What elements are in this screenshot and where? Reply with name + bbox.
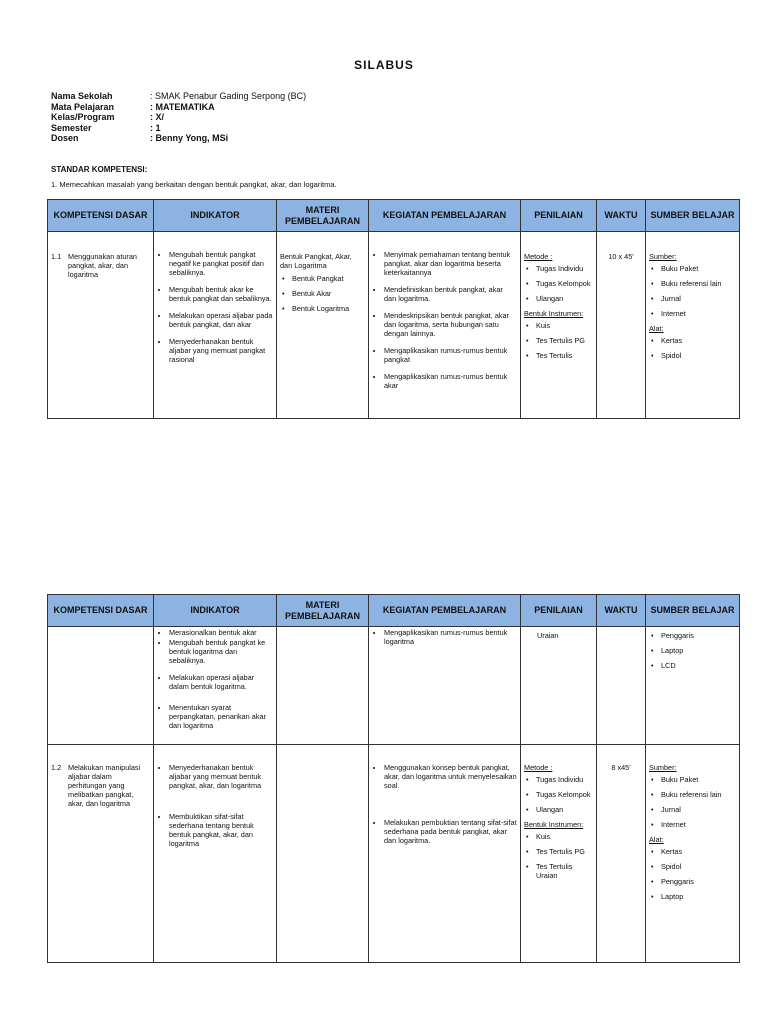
metode-label: Metode :	[524, 763, 553, 772]
kd-cell	[48, 627, 154, 745]
instrumen-list	[524, 321, 593, 360]
kegiatan-cell	[369, 232, 521, 419]
list-item: • Melakukan pembuktian tentang sifat-sifat sederhana pada bentuk pangkat, akar dan logaritma.	[384, 818, 517, 845]
header-waktu: WAKTU	[597, 595, 646, 627]
list-item: • Ulangan	[524, 805, 593, 814]
list-item: • LCD	[649, 661, 736, 670]
kd-text: Melakukan manipulasi aljabar dalam perhitungan yang melibatkan pangkat, akar, dan logaritma	[68, 763, 141, 808]
sumber-label: Sumber:	[649, 763, 677, 772]
list-item: • Kertas	[649, 847, 736, 856]
header-sumber: SUMBER BELAJAR	[646, 595, 740, 627]
sumber-list	[649, 631, 736, 670]
header-indikator: INDIKATOR	[154, 595, 277, 627]
info-label: Dosen	[51, 133, 79, 143]
list-item: • Mengubah bentuk akar ke bentuk pangkat dan sebaliknya.	[169, 285, 273, 303]
header-indikator: INDIKATOR	[154, 200, 277, 232]
metode-list	[524, 775, 593, 814]
waktu-value: 10 x 45'	[608, 252, 634, 261]
materi-cell	[277, 627, 369, 745]
list-item: • Buku Paket	[649, 775, 736, 784]
instrumen-list	[524, 832, 593, 880]
header-materi: MATERI PEMBELAJARAN	[277, 200, 369, 232]
list-item: • Spidol	[649, 862, 736, 871]
alat-label: Alat:	[649, 324, 664, 333]
header-penilaian: PENILAIAN	[521, 595, 597, 627]
sumber-cell	[646, 627, 740, 745]
document-title: SILABUS	[354, 58, 414, 72]
list-item: • Penggaris	[649, 877, 736, 886]
table-header-row	[48, 595, 740, 627]
sumber-label: Sumber:	[649, 252, 677, 261]
header-kd: KOMPETENSI DASAR	[48, 595, 154, 627]
info-value: : X/	[150, 112, 165, 122]
alat-list	[649, 847, 736, 901]
list-item: • Kuis	[524, 832, 593, 841]
list-item: • Bentuk Pangkat	[280, 274, 365, 283]
info-label: Kelas/Program	[51, 112, 115, 122]
school-info	[51, 91, 306, 144]
header-materi: MATERI PEMBELAJARAN	[277, 595, 369, 627]
list-item: • Membuktikan sifat-sifat sederhana tentang bentuk bentuk pangkat, akar, dan logaritma	[169, 812, 273, 848]
materi-list	[280, 274, 365, 313]
indikator-list	[157, 628, 273, 730]
indikator-list	[157, 250, 273, 364]
materi-cell	[277, 745, 369, 963]
kegiatan-cell	[369, 745, 521, 963]
list-item: • Tes Tertulis PG	[524, 336, 593, 345]
list-item: • Jurnal	[649, 805, 736, 814]
list-item: • Tugas Kelompok	[524, 279, 593, 288]
sumber-list	[649, 264, 736, 318]
info-label: Nama Sekolah	[51, 91, 113, 101]
table-header-row	[48, 200, 740, 232]
kd-cell	[48, 745, 154, 963]
kegiatan-cell	[369, 627, 521, 745]
kd-number: 1.2	[51, 763, 62, 772]
list-item: • Mengaplikasikan rumus-rumus bentuk logaritma	[384, 628, 517, 646]
list-item: • Buku referensi lain	[649, 279, 736, 288]
bentuk-label: Bentuk Instrumen:	[524, 820, 584, 829]
list-item: • Buku referensi lain	[649, 790, 736, 799]
materi-title: Bentuk Pangkat, Akar, dan Logaritma	[280, 252, 352, 270]
info-row-semester	[51, 123, 306, 134]
indikator-list	[157, 763, 273, 848]
list-item: • Kuis	[524, 321, 593, 330]
table-row	[48, 627, 740, 745]
info-row-lecturer	[51, 133, 306, 144]
table-row	[48, 745, 740, 963]
info-row-subject	[51, 102, 306, 113]
list-item: • Mengubah bentuk pangkat ke bentuk logaritma dan sebaliknya.	[169, 638, 273, 665]
header-sumber: SUMBER BELAJAR	[646, 200, 740, 232]
list-item: • Mendefinisikan bentuk pangkat, akar dan logaritma.	[384, 285, 517, 303]
kd-cell	[48, 232, 154, 419]
penilaian-cell	[521, 232, 597, 419]
kd-number: 1.1	[51, 252, 62, 261]
list-item: • Tes Tertulis Uraian	[524, 862, 593, 880]
list-item: • Menyederhanakan bentuk aljabar yang memuat bentuk pangkat, akar, dan logaritma	[169, 763, 273, 790]
syllabus-table-1	[47, 199, 740, 419]
penilaian-cell	[521, 627, 597, 745]
list-item: • Laptop	[649, 892, 736, 901]
waktu-cell	[597, 745, 646, 963]
list-item: • Tes Tertulis PG	[524, 847, 593, 856]
list-item: • Internet	[649, 309, 736, 318]
list-item: • Bentuk Akar	[280, 289, 365, 298]
list-item: • Spidol	[649, 351, 736, 360]
list-item: • Mengaplikasikan rumus-rumus bentuk pangkat	[384, 346, 517, 364]
info-value: : 1	[150, 122, 161, 133]
list-item: • Bentuk Logaritma	[280, 304, 365, 313]
kegiatan-list	[372, 628, 517, 646]
info-label: Mata Pelajaran	[51, 101, 115, 112]
info-row-school	[51, 91, 306, 102]
materi-cell	[277, 232, 369, 419]
waktu-value: 8 x45'	[611, 763, 631, 772]
list-item: • Ulangan	[524, 294, 593, 303]
standard-competency-title: STANDAR KOMPETENSI:	[51, 165, 148, 174]
indikator-cell	[154, 627, 277, 745]
list-item: • Kertas	[649, 336, 736, 345]
list-item: • Penggaris	[649, 631, 736, 640]
list-item: • Menentukan syarat perpangkatan, penarikan akar dan logaritma	[169, 703, 273, 730]
kegiatan-list	[372, 250, 517, 390]
list-item: • Melakukan operasi aljabar dalam bentuk logaritma.	[169, 673, 273, 691]
kd-text: Menggunakan aturan pangkat, akar, dan logaritma	[68, 252, 137, 279]
table-row	[48, 232, 740, 419]
info-row-class	[51, 112, 306, 123]
waktu-cell	[597, 232, 646, 419]
penilaian-value: Uraian	[537, 631, 559, 640]
metode-list	[524, 264, 593, 303]
list-item: • Laptop	[649, 646, 736, 655]
sumber-cell	[646, 232, 740, 419]
list-item: • Mengubah bentuk pangkat negatif ke pangkat positif dan sebaliknya.	[169, 250, 273, 277]
list-item: • Buku Paket	[649, 264, 736, 273]
metode-label: Metode :	[524, 252, 553, 261]
standard-competency-text: 1. Memecahkan masalah yang berkaitan dengan bentuk pangkat, akar, dan logaritma.	[51, 180, 337, 189]
alat-label: Alat:	[649, 835, 664, 844]
info-value: : MATEMATIKA	[150, 101, 215, 112]
syllabus-table-2	[47, 594, 740, 963]
list-item: • Menyederhanakan bentuk aljabar yang memuat pangkat rasional	[169, 337, 273, 364]
list-item: • Tugas Individu	[524, 264, 593, 273]
list-item: • Tes Tertulis	[524, 351, 593, 360]
header-penilaian: PENILAIAN	[521, 200, 597, 232]
header-kegiatan: KEGIATAN PEMBELAJARAN	[369, 200, 521, 232]
list-item: • Jurnal	[649, 294, 736, 303]
header-kd: KOMPETENSI DASAR	[48, 200, 154, 232]
list-item: • Tugas Kelompok	[524, 790, 593, 799]
info-label: Semester	[51, 122, 92, 133]
waktu-cell	[597, 627, 646, 745]
sumber-list	[649, 775, 736, 829]
list-item: • Internet	[649, 820, 736, 829]
header-waktu: WAKTU	[597, 200, 646, 232]
indikator-cell	[154, 232, 277, 419]
header-kegiatan: KEGIATAN PEMBELAJARAN	[369, 595, 521, 627]
list-item: • Melakukan operasi aljabar pada bentuk pangkat, dan akar	[169, 311, 273, 329]
penilaian-cell	[521, 745, 597, 963]
sumber-cell	[646, 745, 740, 963]
list-item: • Menyimak pemahaman tentang bentuk pangkat, akar dan logaritma beserta keterkaitannya	[384, 250, 517, 277]
list-item: • Tugas Individu	[524, 775, 593, 784]
list-item: • Mendeskripsikan bentuk pangkat, akar dan logaritma, serta hubungan satu dengan lainnya.	[384, 311, 517, 338]
info-value: : SMAK Penabur Gading Serpong (BC)	[150, 91, 307, 101]
kegiatan-list	[372, 763, 517, 845]
list-item: • Mengaplikasikan rumus-rumus bentuk akar	[384, 372, 517, 390]
alat-list	[649, 336, 736, 360]
list-item: • Merasionalkan bentuk akar	[169, 628, 273, 637]
bentuk-label: Bentuk Instrumen:	[524, 309, 584, 318]
info-value: : Benny Yong, MSi	[150, 133, 229, 143]
list-item: • Menggunakan konsep bentuk pangkat, akar, dan logaritma untuk menyelesaikan soal.	[384, 763, 517, 790]
indikator-cell	[154, 745, 277, 963]
